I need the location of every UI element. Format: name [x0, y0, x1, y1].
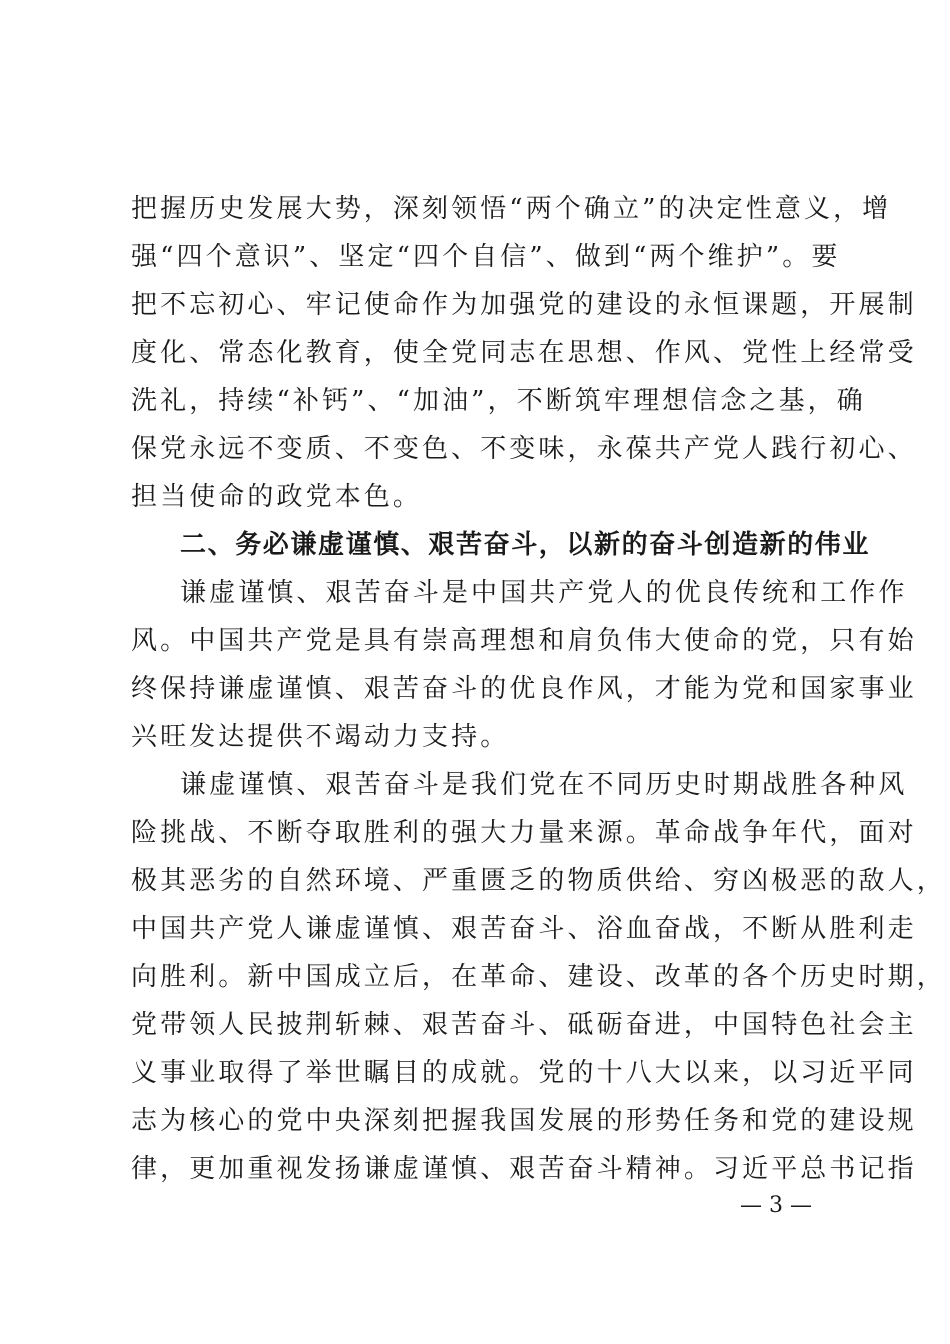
body-text-line: 度化、常态化教育，使全党同志在思想、作风、党性上经常受 [131, 338, 917, 368]
section-heading: 二、务必谦虚谨慎、艰苦奋斗，以新的奋斗创造新的伟业 [180, 530, 871, 560]
body-text-line: 义事业取得了举世瞩目的成就。党的十八大以来，以习近平同 [131, 1058, 917, 1088]
body-text-line: 担当使命的政党本色。 [131, 482, 423, 512]
body-text-line: 志为核心的党中央深刻把握我国发展的形势任务和党的建设规 [131, 1106, 917, 1136]
body-text-line: 党带领人民披荆斩棘、艰苦奋斗、砥砺奋进，中国特色社会主 [131, 1010, 917, 1040]
body-text-line: 律，更加重视发扬谦虚谨慎、艰苦奋斗精神。习近平总书记指 [131, 1154, 917, 1184]
body-text-line: 兴旺发达提供不竭动力支持。 [131, 722, 510, 752]
body-text-line: 向胜利。新中国成立后，在革命、建设、改革的各个历史时期， [131, 962, 946, 992]
body-text-line: 极其恶劣的自然环境、严重匮乏的物质供给、穷凶极恶的敌人， [131, 866, 946, 896]
body-text-line: 把不忘初心、牢记使命作为加强党的建设的永恒课题，开展制 [131, 290, 917, 320]
body-text-line: 谦虚谨慎、艰苦奋斗是我们党在不同历史时期战胜各种风 [180, 770, 908, 800]
body-text-line: 保党永远不变质、不变色、不变味，永葆共产党人践行初心、 [131, 434, 917, 464]
body-text-line: 强“四个意识”、坚定“四个自信”、做到“两个维护”。要 [131, 242, 841, 272]
body-text-line: 风。中国共产党是具有崇高理想和肩负伟大使命的党，只有始 [131, 626, 917, 656]
body-text-line: 谦虚谨慎、艰苦奋斗是中国共产党人的优良传统和工作作 [180, 578, 908, 608]
page-number: — 3 — [740, 1193, 812, 1218]
body-text-line: 洗礼，持续“补钙”、“加油”，不断筑牢理想信念之基，确 [131, 386, 866, 416]
body-text-line: 险挑战、不断夺取胜利的强大力量来源。革命战争年代，面对 [131, 818, 917, 848]
body-text-line: 把握历史发展大势，深刻领悟“两个确立”的决定性意义，增 [131, 194, 892, 224]
body-text-line: 终保持谦虚谨慎、艰苦奋斗的优良作风，才能为党和国家事业 [131, 674, 917, 704]
body-text-line: 中国共产党人谦虚谨慎、艰苦奋斗、浴血奋战，不断从胜利走 [131, 914, 917, 944]
